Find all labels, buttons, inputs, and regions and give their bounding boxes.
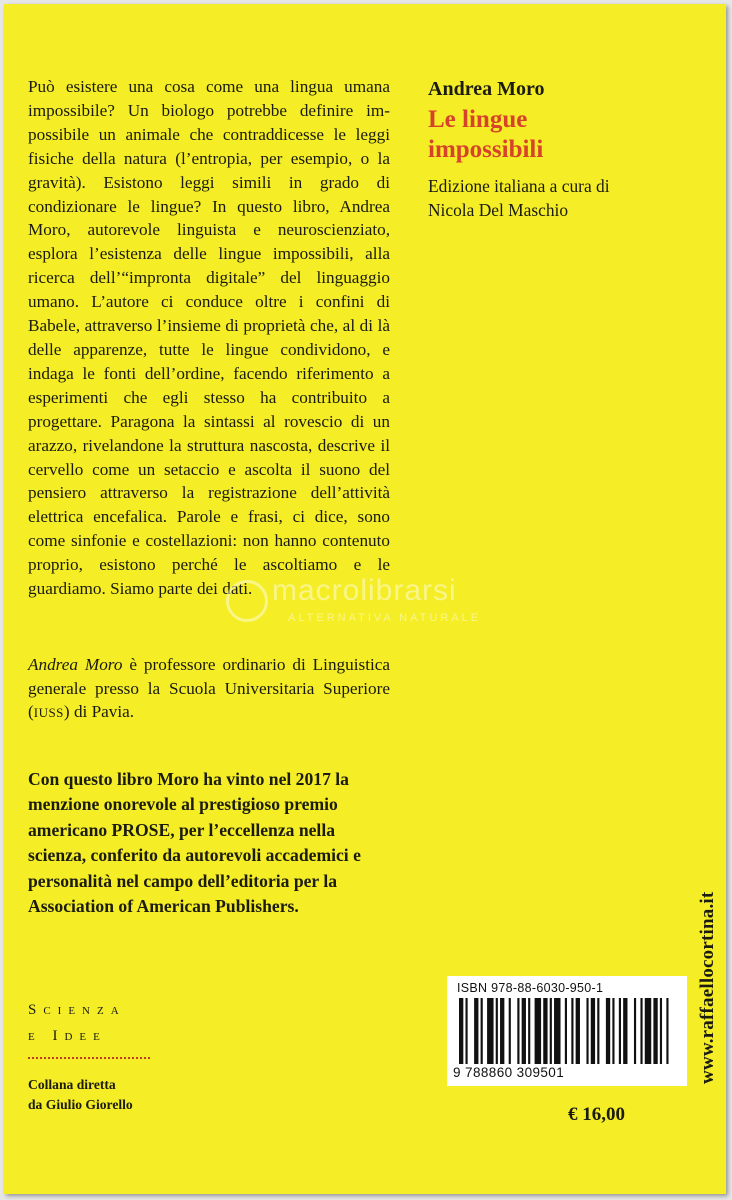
- dotted-divider: [28, 1057, 150, 1059]
- author-name: Andrea Moro: [428, 78, 545, 100]
- blurb-paragraph: Può esistere una cosa come una lingua umana impossibile? Un biologo potrebbe definire impossibile un animale che contraddicesse le leggi fisiche della natura (l’entropia, per esempio, o la gravità). Esistono leggi simili in grado di condizionare le lingue? In questo libro, Andrea Moro, autorevole linguista e neuroscienziato, esplora l’esistenza delle lingue impossibili, alla ricerca dell’“impronta digitale” del linguaggio umano. L’autore ci conduce oltre i confini di Babele, attraverso l’insieme di proprietà che, al di là delle apparenze, tutte le lingue condividono, e indaga le fonti dell’ordine, facendo riferimento a esperimenti che egli stesso ha contribuito a progettare. Paragona la sintassi al rovescio di un arazzo, rivelandone la struttura nascosta, descrive il cervello come un setaccio e ascolta il suono del pensiero attraverso la registrazione dell’attività elettrica encefalica. Parole e frasi, ci dice, sono come sinfonie e costellazioni: non hanno contenuto proprio, esistono perché le ascoltiamo e le guardiamo. Siamo parte dei dati.: [28, 77, 390, 599]
- bio-institution-abbr: IUSS: [33, 705, 64, 721]
- watermark: [226, 572, 526, 632]
- bio-text-1: è professore ordinario di Linguistica generale presso la Scuola Universitaria Superiore (: [28, 655, 391, 722]
- series-director-line-2: da Giulio Giorello: [28, 1097, 133, 1112]
- watermark-logo-icon: [226, 580, 268, 622]
- bio-paragraph: [28, 653, 390, 725]
- book-back-cover: [4, 4, 726, 1194]
- series-director-line-1: Collana diretta: [28, 1077, 116, 1092]
- price: € 16,00: [568, 1104, 625, 1125]
- publisher-website: www.raffaellocortina.it: [697, 891, 718, 1084]
- barcode-digits: 9 788860 309501: [453, 1065, 565, 1080]
- edition-credit: [428, 175, 698, 222]
- blurb-text: [28, 75, 390, 601]
- book-title-line-1: Le lingue: [428, 106, 528, 133]
- series-line-2: e Idee: [28, 1028, 107, 1044]
- barcode-bars: [459, 998, 675, 1064]
- series-name: [28, 997, 126, 1049]
- series-director: [28, 1075, 133, 1115]
- bio-text-2: ) di Pavia.: [63, 702, 135, 722]
- author-bio: [28, 653, 390, 725]
- book-title-line-2: impossibili: [428, 136, 544, 163]
- award-note: [28, 767, 390, 919]
- edition-line-1: Edizione italiana a cura di: [428, 176, 610, 196]
- isbn-label: ISBN 978-88-6030-950-1: [457, 981, 604, 995]
- barcode: [447, 976, 687, 1086]
- watermark-tagline: ALTERNATIVA NATURALE: [288, 612, 482, 624]
- bio-author-name: Andrea Moro: [28, 655, 123, 674]
- series-line-1: Scienza: [28, 1002, 126, 1018]
- book-title: [428, 105, 688, 165]
- edition-line-2: Nicola Del Maschio: [428, 199, 569, 220]
- award-paragraph: Con questo libro Moro ha vinto nel 2017 la menzione onorevole al prestigioso premio americano PROSE, per l’eccellenza nella scienza, conferito da autorevoli accademici e personalità nel campo dell’editoria per la Association of American Publishers.: [28, 769, 361, 917]
- watermark-brand: macrolibrarsi: [272, 574, 457, 607]
